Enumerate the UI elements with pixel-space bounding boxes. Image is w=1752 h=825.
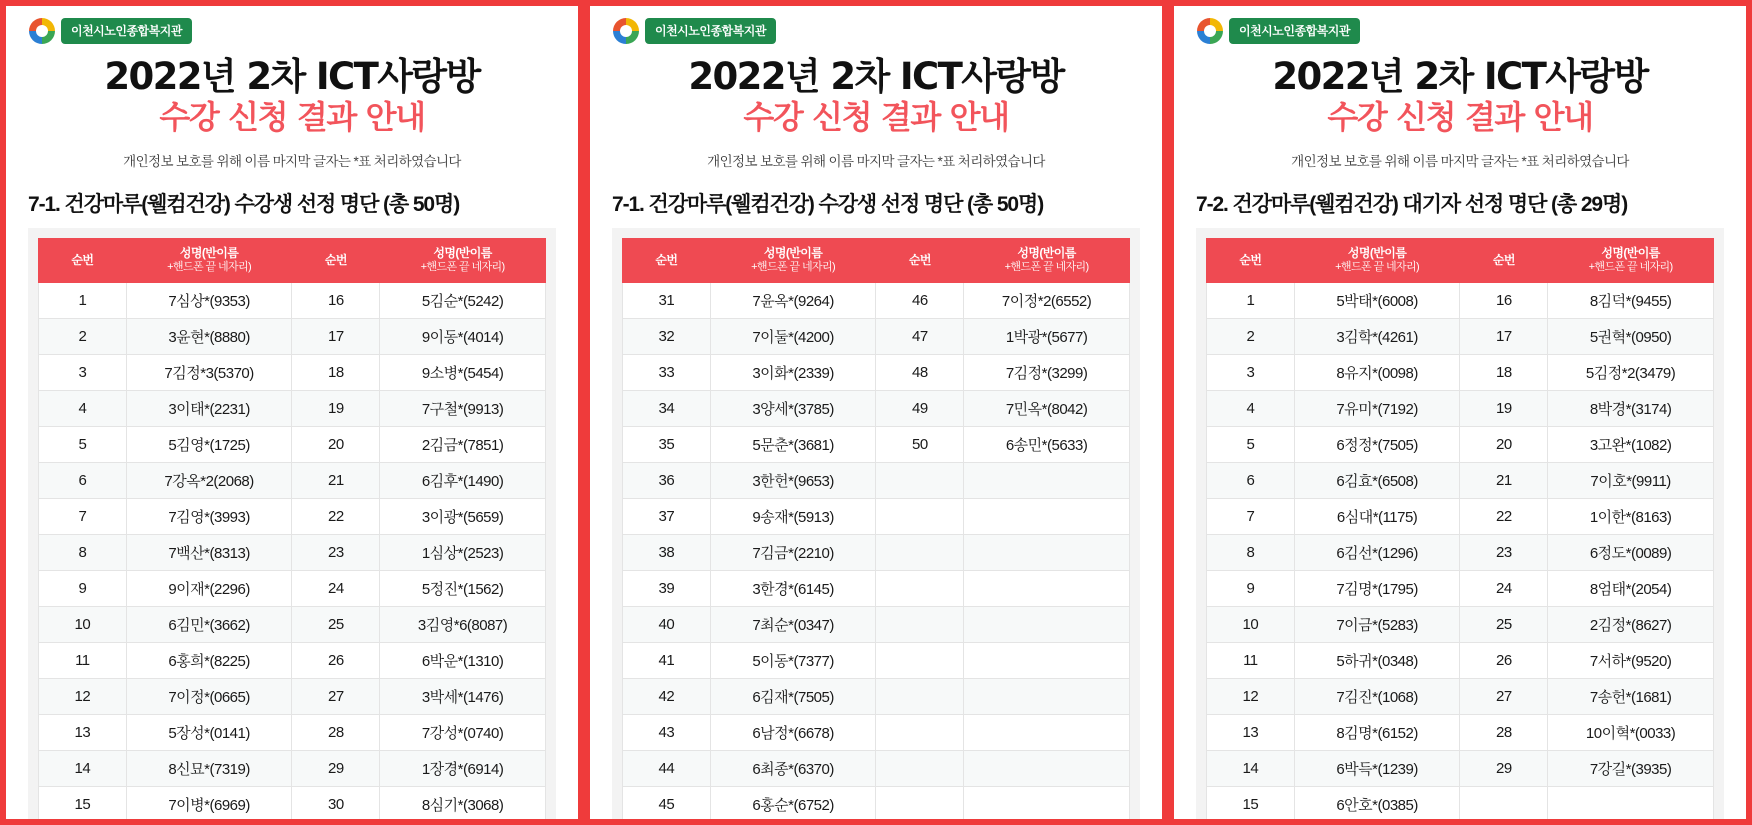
cell-name: 6김선*(1296) [1294, 534, 1460, 570]
cell-name: 5하귀*(0348) [1294, 642, 1460, 678]
table-row [39, 642, 546, 678]
page-title-2: 2022년 2차 ICT사랑방 [688, 55, 1064, 98]
cell-no: 15 [39, 786, 127, 822]
cell-name: 3양세*(3785) [710, 390, 876, 426]
org-logo-row-2 [613, 18, 1141, 44]
cell-no [876, 570, 964, 606]
col-header-name-2 [1548, 239, 1714, 283]
cell-no: 1 [1207, 282, 1295, 318]
cell-no: 16 [1460, 282, 1548, 318]
cell-name: 7구철*(9913) [380, 390, 546, 426]
cell-no: 28 [292, 714, 380, 750]
section-title-1: 7-1. 건강마루(웰컴건강) 수강생 선정 명단 (총 50명) [28, 193, 460, 217]
cell-name: 7송헌*(1681) [1548, 678, 1714, 714]
cell-no: 29 [1460, 750, 1548, 786]
cell-no: 18 [292, 354, 380, 390]
cell-name: 7강길*(3935) [1548, 750, 1714, 786]
col-header-no: 순번 [1207, 239, 1295, 283]
table-row [1207, 462, 1714, 498]
welfare-center-logo-icon [1197, 18, 1223, 44]
cell-name: 8신묘*(7319) [126, 750, 292, 786]
cell-name: 6박득*(1239) [1294, 750, 1460, 786]
cell-no: 26 [292, 642, 380, 678]
cell-name: 7김진*(1068) [1294, 678, 1460, 714]
cell-name [964, 642, 1130, 678]
table-row [623, 642, 1130, 678]
cell-no: 39 [623, 570, 711, 606]
cell-no: 10 [39, 606, 127, 642]
table-row [39, 786, 546, 822]
cell-no: 11 [39, 642, 127, 678]
cell-no: 2 [1207, 318, 1295, 354]
cell-no: 32 [623, 318, 711, 354]
cell-no: 25 [292, 606, 380, 642]
table-row [1207, 678, 1714, 714]
cell-no: 20 [292, 426, 380, 462]
table-row [1207, 426, 1714, 462]
cell-name: 6김민*(3662) [126, 606, 292, 642]
cell-name: 8심기*(3068) [380, 786, 546, 822]
page-subtitle-3: 수강 신청 결과 안내 [1327, 98, 1593, 137]
cell-no: 5 [1207, 426, 1295, 462]
table-row [39, 498, 546, 534]
table-body-3 [1207, 282, 1714, 822]
col-header-name-main-2: 성명(반이름 [1601, 246, 1660, 261]
cell-no: 12 [1207, 678, 1295, 714]
table-container-3 [1196, 228, 1724, 825]
panel-1 [0, 0, 584, 825]
cell-no: 11 [1207, 642, 1295, 678]
welfare-center-logo-icon [613, 18, 639, 44]
table-row [1207, 642, 1714, 678]
cell-no: 50 [876, 426, 964, 462]
panel-3 [1168, 0, 1752, 825]
cell-name: 9이동*(4014) [380, 318, 546, 354]
list-table-2 [622, 238, 1130, 823]
cell-no: 30 [292, 786, 380, 822]
table-row [1207, 750, 1714, 786]
cell-name: 6심대*(1175) [1294, 498, 1460, 534]
table-row [623, 426, 1130, 462]
cell-no: 42 [623, 678, 711, 714]
cell-name: 7최순*(0347) [710, 606, 876, 642]
cell-no [876, 498, 964, 534]
cell-name: 9이재*(2296) [126, 570, 292, 606]
cell-name: 5박태*(6008) [1294, 282, 1460, 318]
section-title-3: 7-2. 건강마루(웰컴건강) 대기자 선정 명단 (총 29명) [1196, 193, 1628, 217]
cell-name: 6최종*(6370) [710, 750, 876, 786]
cell-name: 2김금*(7851) [380, 426, 546, 462]
cell-name: 6정정*(7505) [1294, 426, 1460, 462]
cell-name: 8박경*(3174) [1548, 390, 1714, 426]
table-row [39, 426, 546, 462]
cell-no [1460, 786, 1548, 822]
cell-no: 6 [1207, 462, 1295, 498]
cell-no: 25 [1460, 606, 1548, 642]
col-header-name-main: 성명(반이름 [179, 246, 239, 261]
col-header-name-2 [380, 239, 546, 283]
cell-no: 37 [623, 498, 711, 534]
cell-no: 5 [39, 426, 127, 462]
cell-no: 14 [1207, 750, 1295, 786]
table-body-2 [623, 282, 1130, 822]
cell-no [876, 714, 964, 750]
table-container-1 [28, 228, 556, 825]
cell-no: 22 [1460, 498, 1548, 534]
col-header-no-2: 순번 [876, 239, 964, 283]
table-row [39, 354, 546, 390]
col-header-name [126, 239, 292, 283]
cell-name: 6남정*(6678) [710, 714, 876, 750]
cell-name: 8김명*(6152) [1294, 714, 1460, 750]
col-header-no: 순번 [623, 239, 711, 283]
cell-no: 28 [1460, 714, 1548, 750]
table-row [1207, 534, 1714, 570]
cell-no: 3 [1207, 354, 1295, 390]
cell-name: 1장경*(6914) [380, 750, 546, 786]
table-row [1207, 318, 1714, 354]
cell-no: 13 [1207, 714, 1295, 750]
cell-name: 6안호*(0385) [1294, 786, 1460, 822]
cell-name: 5문춘*(3681) [710, 426, 876, 462]
cell-name: 5장성*(0141) [126, 714, 292, 750]
org-name-badge-3: 이천시노인종합복지관 [1229, 18, 1360, 44]
cell-name: 6김효*(6508) [1294, 462, 1460, 498]
cell-no [876, 606, 964, 642]
table-row [623, 498, 1130, 534]
table-header-row [623, 239, 1130, 283]
cell-no [876, 750, 964, 786]
privacy-notice-3: 개인정보 보호를 위해 이름 마지막 글자는 *표 처리하였습니다 [1291, 154, 1629, 170]
cell-name: 7이정*(0665) [126, 678, 292, 714]
table-row [623, 570, 1130, 606]
cell-no: 4 [39, 390, 127, 426]
cell-name: 7백산*(8313) [126, 534, 292, 570]
cell-name: 1심상*(2523) [380, 534, 546, 570]
table-row [39, 390, 546, 426]
cell-name: 6송민*(5633) [964, 426, 1130, 462]
cell-name [964, 462, 1130, 498]
cell-name: 7이병*(6969) [126, 786, 292, 822]
cell-name: 6김재*(7505) [710, 678, 876, 714]
cell-name: 6홍희*(8225) [126, 642, 292, 678]
cell-name: 6정도*(0089) [1548, 534, 1714, 570]
cell-name: 5정진*(1562) [380, 570, 546, 606]
table-header-row [1207, 239, 1714, 283]
cell-name: 3윤현*(8880) [126, 318, 292, 354]
cell-name: 3이태*(2231) [126, 390, 292, 426]
table-row [39, 606, 546, 642]
col-header-name-main: 성명(반이름 [763, 246, 823, 261]
cell-no: 21 [292, 462, 380, 498]
cell-name: 8엄태*(2054) [1548, 570, 1714, 606]
cell-no: 18 [1460, 354, 1548, 390]
cell-name: 7이정*2(6552) [964, 282, 1130, 318]
cell-name: 3이화*(2339) [710, 354, 876, 390]
panel-2 [584, 0, 1168, 825]
cell-name: 5김순*(5242) [380, 282, 546, 318]
cell-no: 35 [623, 426, 711, 462]
cell-name: 8유지*(0098) [1294, 354, 1460, 390]
cell-name: 1이한*(8163) [1548, 498, 1714, 534]
org-name-badge: 이천시노인종합복지관 [61, 18, 192, 44]
table-container-2 [612, 228, 1140, 825]
cell-no: 8 [1207, 534, 1295, 570]
cell-name: 3박세*(1476) [380, 678, 546, 714]
cell-name: 5김영*(1725) [126, 426, 292, 462]
page-title: 2022년 2차 ICT사랑방 [104, 55, 480, 98]
cell-no [876, 678, 964, 714]
cell-name: 3이광*(5659) [380, 498, 546, 534]
cell-no: 17 [292, 318, 380, 354]
cell-no: 13 [39, 714, 127, 750]
cell-no: 10 [1207, 606, 1295, 642]
table-row [39, 678, 546, 714]
table-row [623, 786, 1130, 822]
cell-no: 20 [1460, 426, 1548, 462]
col-header-name-main-2: 성명(반이름 [433, 246, 492, 261]
cell-name: 9송재*(5913) [710, 498, 876, 534]
cell-no: 9 [39, 570, 127, 606]
cell-no: 9 [1207, 570, 1295, 606]
col-header-name-sub-2: +핸드폰 끝 네자리) [420, 261, 505, 274]
cell-name: 7강옥*2(2068) [126, 462, 292, 498]
cell-name: 6박운*(1310) [380, 642, 546, 678]
cell-name: 7김영*(3993) [126, 498, 292, 534]
cell-no: 15 [1207, 786, 1295, 822]
cell-name [1548, 786, 1714, 822]
cell-name: 7서하*(9520) [1548, 642, 1714, 678]
cell-name [964, 570, 1130, 606]
col-header-no-2: 순번 [1460, 239, 1548, 283]
table-row [39, 570, 546, 606]
cell-no: 33 [623, 354, 711, 390]
cell-no: 49 [876, 390, 964, 426]
table-row [39, 462, 546, 498]
cell-name: 2김정*(8627) [1548, 606, 1714, 642]
cell-no: 6 [39, 462, 127, 498]
cell-name [964, 714, 1130, 750]
cell-no: 43 [623, 714, 711, 750]
col-header-name-2 [964, 239, 1130, 283]
cell-no: 23 [292, 534, 380, 570]
cell-no: 3 [39, 354, 127, 390]
cell-name: 5김정*2(3479) [1548, 354, 1714, 390]
cell-name: 7이호*(9911) [1548, 462, 1714, 498]
cell-no: 4 [1207, 390, 1295, 426]
cell-name: 3김학*(4261) [1294, 318, 1460, 354]
cell-name: 6홍순*(6752) [710, 786, 876, 822]
cell-no [876, 462, 964, 498]
table-row [1207, 390, 1714, 426]
cell-no: 29 [292, 750, 380, 786]
cell-name: 7민옥*(8042) [964, 390, 1130, 426]
cell-name: 3김영*6(8087) [380, 606, 546, 642]
list-table-1 [38, 238, 546, 823]
table-row [623, 750, 1130, 786]
cell-no [876, 534, 964, 570]
table-row [1207, 786, 1714, 822]
table-row [1207, 570, 1714, 606]
cell-name: 5이동*(7377) [710, 642, 876, 678]
cell-name: 7김정*(3299) [964, 354, 1130, 390]
cell-name: 6김후*(1490) [380, 462, 546, 498]
cell-name: 3한헌*(9653) [710, 462, 876, 498]
table-row [39, 714, 546, 750]
table-row [1207, 498, 1714, 534]
cell-name [964, 786, 1130, 822]
cell-name [964, 534, 1130, 570]
col-header-no: 순번 [39, 239, 127, 283]
cell-no: 8 [39, 534, 127, 570]
table-row [623, 354, 1130, 390]
cell-no: 22 [292, 498, 380, 534]
privacy-notice-2: 개인정보 보호를 위해 이름 마지막 글자는 *표 처리하였습니다 [707, 154, 1045, 170]
cell-no: 40 [623, 606, 711, 642]
cell-name: 7김금*(2210) [710, 534, 876, 570]
welfare-center-logo-icon [29, 18, 55, 44]
cell-no: 24 [292, 570, 380, 606]
col-header-no-2: 순번 [292, 239, 380, 283]
cell-name [964, 750, 1130, 786]
cell-name: 7이둘*(4200) [710, 318, 876, 354]
cell-name: 8김덕*(9455) [1548, 282, 1714, 318]
page-subtitle-2: 수강 신청 결과 안내 [743, 98, 1009, 137]
table-row [1207, 606, 1714, 642]
cell-name: 7윤옥*(9264) [710, 282, 876, 318]
table-row [39, 750, 546, 786]
col-header-name-sub: +핸드폰 끝 네자리) [167, 261, 252, 274]
table-row [39, 318, 546, 354]
table-row [1207, 282, 1714, 318]
table-row [623, 678, 1130, 714]
table-header-row [39, 239, 546, 283]
table-row [623, 534, 1130, 570]
cell-no: 24 [1460, 570, 1548, 606]
org-name-badge-2: 이천시노인종합복지관 [645, 18, 776, 44]
cell-name [964, 498, 1130, 534]
cell-name: 7유미*(7192) [1294, 390, 1460, 426]
org-logo-row [29, 18, 557, 44]
cell-no: 38 [623, 534, 711, 570]
col-header-name [710, 239, 876, 283]
table-row [39, 534, 546, 570]
col-header-name-sub: +핸드폰 끝 네자리) [751, 261, 836, 274]
cell-no: 27 [1460, 678, 1548, 714]
col-header-name-sub-2: +핸드폰 끝 네자리) [1004, 261, 1089, 274]
cell-no: 48 [876, 354, 964, 390]
cell-no: 12 [39, 678, 127, 714]
cell-name [964, 606, 1130, 642]
table-row [623, 462, 1130, 498]
cell-no: 7 [1207, 498, 1295, 534]
cell-no: 19 [292, 390, 380, 426]
cell-no: 26 [1460, 642, 1548, 678]
cell-no: 36 [623, 462, 711, 498]
cell-name: 3한경*(6145) [710, 570, 876, 606]
table-row [1207, 354, 1714, 390]
table-row [623, 390, 1130, 426]
table-row [623, 318, 1130, 354]
table-row [1207, 714, 1714, 750]
col-header-name-main-2: 성명(반이름 [1017, 246, 1076, 261]
cell-no: 46 [876, 282, 964, 318]
col-header-name-sub: +핸드폰 끝 네자리) [1335, 261, 1420, 274]
cell-no: 14 [39, 750, 127, 786]
cell-no [876, 642, 964, 678]
cell-no: 16 [292, 282, 380, 318]
cell-name: 9소병*(5454) [380, 354, 546, 390]
cell-no: 27 [292, 678, 380, 714]
cell-no: 45 [623, 786, 711, 822]
cell-name: 7이금*(5283) [1294, 606, 1460, 642]
cell-no [876, 786, 964, 822]
cell-no: 41 [623, 642, 711, 678]
cell-no: 44 [623, 750, 711, 786]
cell-name: 10이혁*(0033) [1548, 714, 1714, 750]
table-row [39, 282, 546, 318]
page-subtitle: 수강 신청 결과 안내 [159, 98, 425, 137]
cell-name: 7김정*3(5370) [126, 354, 292, 390]
cell-name: 5권혁*(0950) [1548, 318, 1714, 354]
col-header-name [1294, 239, 1460, 283]
cell-name: 7김명*(1795) [1294, 570, 1460, 606]
cell-no: 47 [876, 318, 964, 354]
table-row [623, 714, 1130, 750]
col-header-name-main: 성명(반이름 [1347, 246, 1407, 261]
table-row [623, 282, 1130, 318]
org-logo-row-3 [1197, 18, 1725, 44]
cell-name [964, 678, 1130, 714]
cell-name: 1박광*(5677) [964, 318, 1130, 354]
cell-no: 31 [623, 282, 711, 318]
col-header-name-sub-2: +핸드폰 끝 네자리) [1588, 261, 1673, 274]
section-title-2: 7-1. 건강마루(웰컴건강) 수강생 선정 명단 (총 50명) [612, 193, 1044, 217]
cell-no: 17 [1460, 318, 1548, 354]
page-title-3: 2022년 2차 ICT사랑방 [1272, 55, 1648, 98]
cell-no: 21 [1460, 462, 1548, 498]
table-body-1 [39, 282, 546, 822]
cell-name: 3고완*(1082) [1548, 426, 1714, 462]
cell-no: 2 [39, 318, 127, 354]
cell-no: 19 [1460, 390, 1548, 426]
cell-name: 7강성*(0740) [380, 714, 546, 750]
privacy-notice: 개인정보 보호를 위해 이름 마지막 글자는 *표 처리하였습니다 [123, 154, 461, 170]
cell-name: 7심상*(9353) [126, 282, 292, 318]
table-row [623, 606, 1130, 642]
cell-no: 23 [1460, 534, 1548, 570]
cell-no: 34 [623, 390, 711, 426]
cell-no: 1 [39, 282, 127, 318]
cell-no: 7 [39, 498, 127, 534]
list-table-3 [1206, 238, 1714, 823]
